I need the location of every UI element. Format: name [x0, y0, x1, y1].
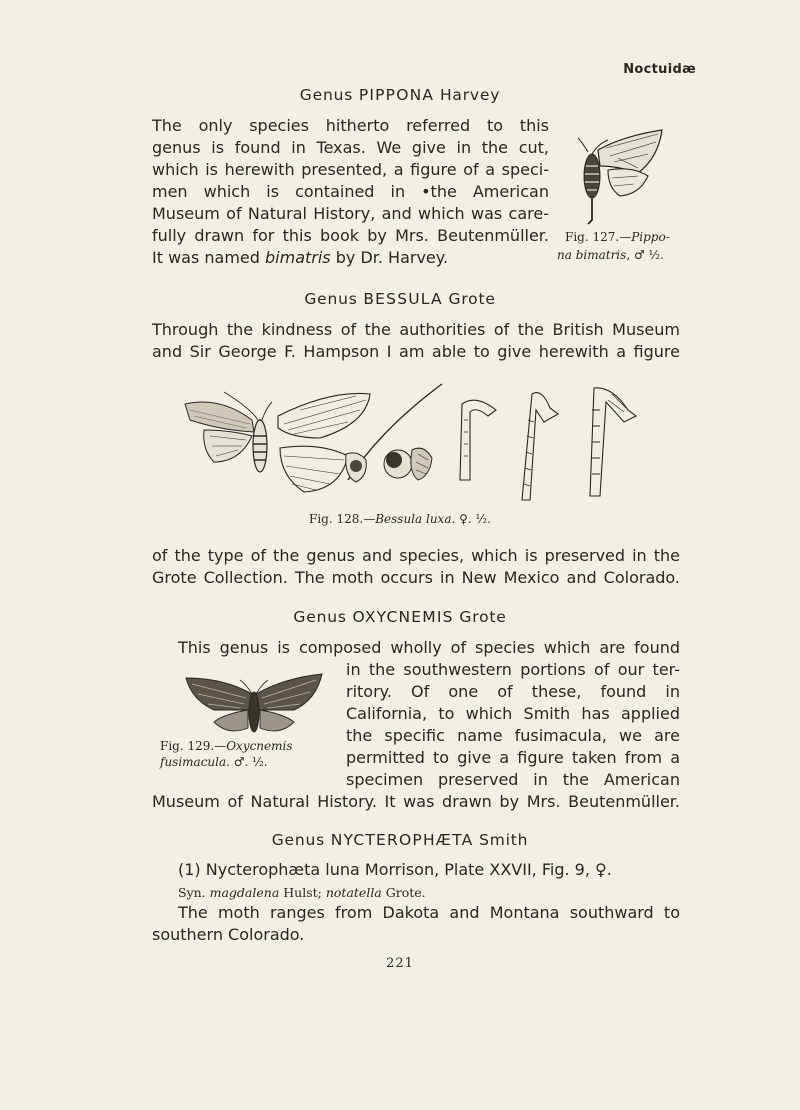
text-line: ritory. Of one of these, found in [346, 682, 680, 701]
text-line: The moth ranges from Dakota and Montana southward to [178, 903, 680, 922]
genus-heading-bessula [0, 290, 800, 308]
text-line: This genus is composed wholly of species which are found [178, 638, 680, 657]
genus-name: BESSULA [363, 290, 443, 308]
text-line: of the type of the genus and species, which is preserved in the [152, 546, 680, 565]
text-line: in the southwestern portions of our ter- [346, 660, 680, 679]
genus-author: Harvey [439, 86, 501, 104]
bessula-leg-detail-3 [590, 388, 636, 496]
bessula-leg-detail-2 [522, 393, 558, 500]
text-line: Museum of Natural History, and which was care- [152, 204, 549, 223]
text-line: fully drawn for this book by Mrs. Beutenmüller. [152, 226, 549, 245]
figure-127-caption: Fig. 127.—Pippo- na bimatris, ♂ ½. [557, 230, 670, 262]
text-line: permitted to give a figure taken from a [346, 748, 680, 767]
text-line: It was named bimatris by Dr. Harvey. [152, 248, 449, 267]
figure-127-pippona-illustration [578, 128, 668, 228]
paragraph-oxycnemis-first-line [178, 637, 680, 659]
text-line: Museum of Natural History. It was drawn by Mrs. Beutenmüller. [152, 792, 680, 811]
text-line: which is herewith presented, a figure of a speci- [152, 160, 549, 179]
text-line: Grote Collection. The moth occurs in New Mexico and Colorado. [152, 568, 680, 587]
text-line: the specific name fusimacula, we are [346, 726, 680, 745]
text-line: and Sir George F. Hampson I am able to give herewith a figure [152, 342, 680, 361]
figure-129-oxycnemis-illustration [184, 670, 324, 742]
species-entry-text: (1) Nycterophæta luna Morrison, Plate XXVII, Fig. 9, ♀. [178, 860, 612, 879]
genus-label: Genus [293, 608, 347, 626]
page-number: 221 [386, 956, 414, 971]
paragraph-bessula-outro [152, 545, 680, 589]
genus-label: Genus [304, 290, 358, 308]
paragraph-oxycnemis-wrapped [346, 659, 680, 791]
genus-heading-oxycnemis [0, 608, 800, 626]
paragraph-oxycnemis-last-line [152, 791, 680, 813]
figure-128-bessula-illustration [180, 380, 650, 505]
text-line: California, to which Smith has applied [346, 704, 680, 723]
species-entry [178, 859, 678, 881]
genus-author: Grote [459, 608, 507, 626]
figure-129-caption: Fig. 129.—Oxycnemis fusimacula. ♂. ½. [160, 739, 293, 769]
paragraph-bessula-intro [152, 319, 680, 363]
synonymy-line: Syn. magdalena Hulst; notatella Grote. [178, 885, 426, 900]
text-line: southern Colorado. [152, 925, 305, 944]
bessula-moth-spread [185, 392, 272, 472]
genus-heading-pippona [0, 86, 800, 104]
species-name: bimatris [265, 248, 331, 267]
paragraph-pippona [152, 115, 549, 269]
genus-heading-nycterophaeta [0, 831, 800, 849]
running-head: Noctuidæ [623, 62, 696, 77]
genus-author: Grote [448, 290, 496, 308]
genus-author: Smith [479, 831, 529, 849]
genus-name: NYCTEROPHÆTA [330, 831, 474, 849]
genus-label: Genus [271, 831, 325, 849]
genus-name: PIPPONA [358, 86, 435, 104]
genus-name: OXYCNEMIS [352, 608, 454, 626]
text-line: genus is found in Texas. We give in the cut, [152, 138, 549, 157]
text-line: men which is contained in •the American [152, 182, 549, 201]
genus-label: Genus [299, 86, 354, 104]
paragraph-nycterophaeta [152, 902, 680, 946]
figure-128-caption: Fig. 128.—Bessula luxa. ♀. ½. [309, 512, 491, 526]
text-line: Through the kindness of the authorities of the British Museum [152, 320, 680, 339]
text-line: specimen preserved in the American [346, 770, 680, 789]
bessula-leg-detail-1 [460, 400, 496, 480]
text-line: The only species hitherto referred to this [152, 116, 549, 135]
